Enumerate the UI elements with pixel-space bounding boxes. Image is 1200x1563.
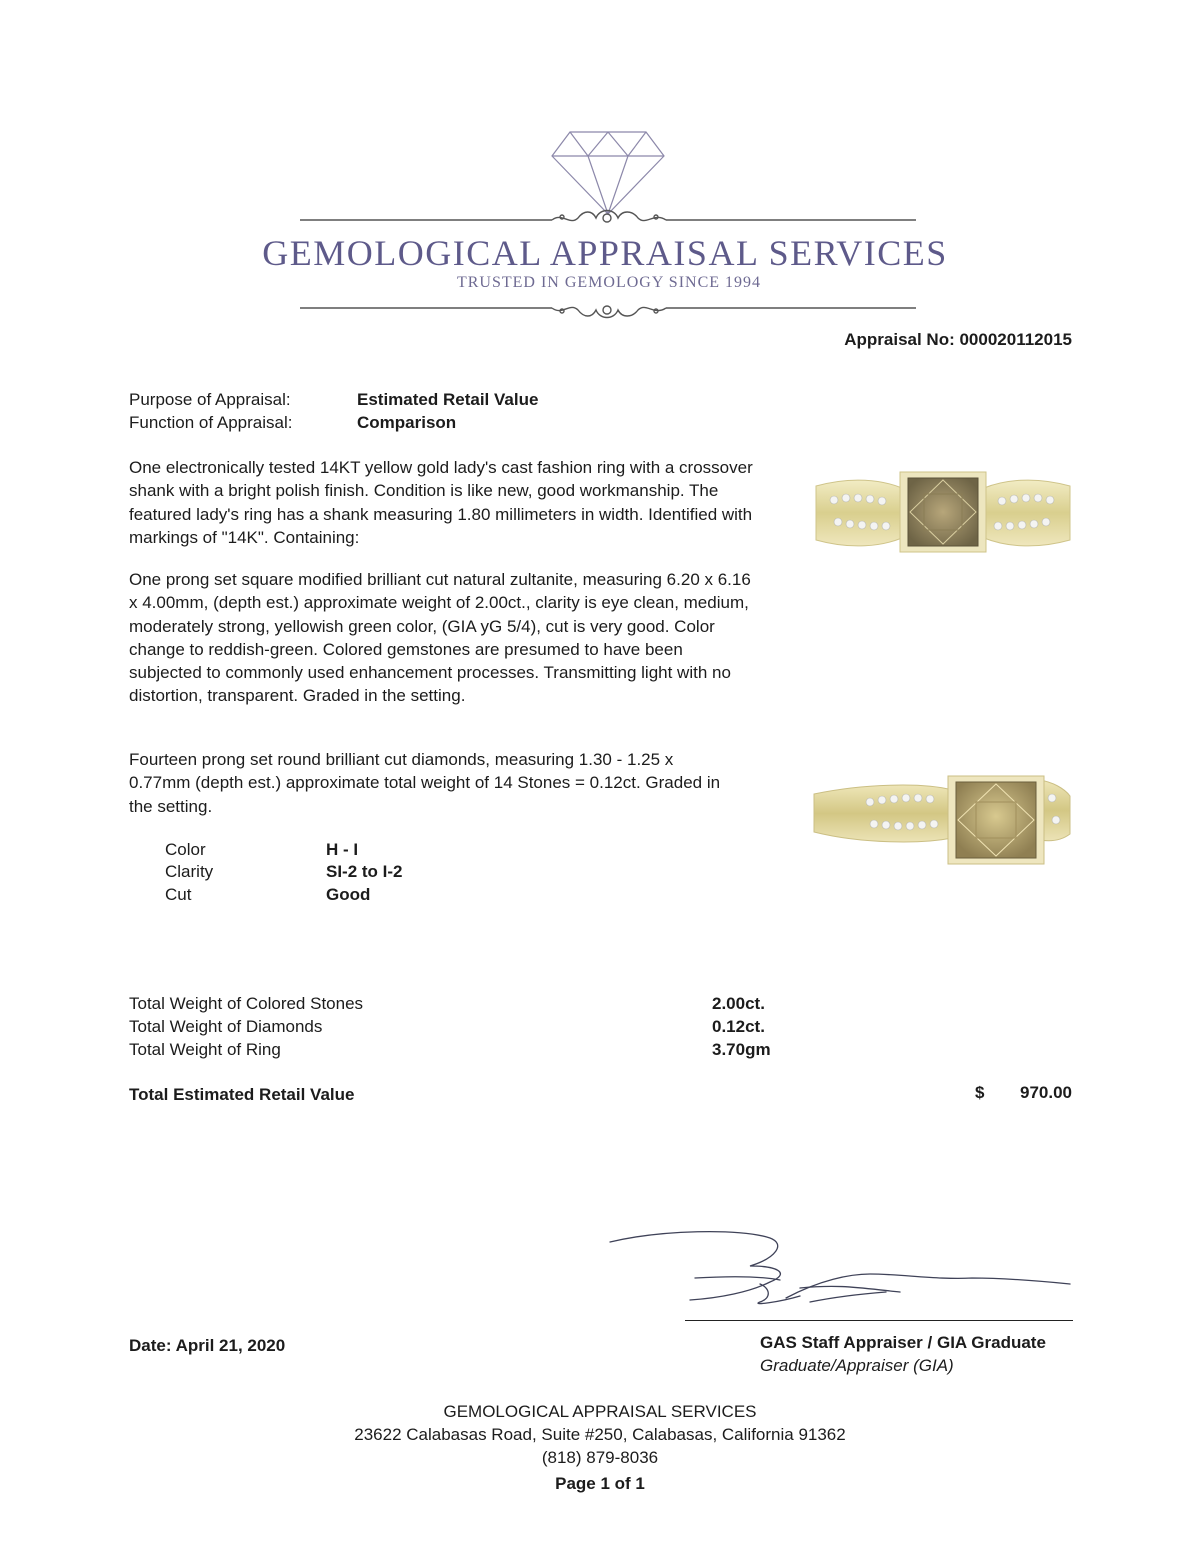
appraiser-subtitle: Graduate/Appraiser (GIA) <box>760 1356 954 1375</box>
zultanite-description: One prong set square modified brilliant cut natural zultanite, measuring 6.20 x 6.16 x 4.00mm, (depth est.) approximate weight of 2.00ct., clarity is eye clean, medium, moderately strong, yellowish green color, (GIA yG 5/4), cut is very good. Color change to reddish-green. Colored gemstones are presumed to have been subjected to commonly used enhancement processes. Transmitting light with no distortion, transparent. Graded in the setting. <box>129 570 751 706</box>
logo-flourish-bottom <box>300 298 920 324</box>
footer-phone: (818) 879-8036 <box>541 1448 659 1467</box>
footer-address: 23622 Calabasas Road, Suite #250, Calabasas, California 91362 <box>354 1425 846 1444</box>
ring-description: One electronically tested 14KT yellow gold lady's cast fashion ring with a crossover shank with a bright polish finish. Condition is like new, good workmanship. The featured lady's ring has a shank measuring 1.80 millimeters in width. Identified with markings of "14K". Containing: <box>129 458 753 547</box>
footer-company: GEMOLOGICAL APPRAISAL SERVICES <box>443 1402 757 1421</box>
total-value-colored-stones: 2.00ct. <box>712 994 765 1013</box>
appraiser-title: GAS Staff Appraiser / GIA Graduate <box>760 1333 1046 1352</box>
purpose-label: Purpose of Appraisal: <box>129 390 291 409</box>
appraisal-number: Appraisal No: 000020112015 <box>844 330 1072 349</box>
total-label-colored-stones: Total Weight of Colored Stones <box>129 994 364 1013</box>
grade-value-cut: Good <box>326 885 371 904</box>
grade-value-clarity: SI-2 to I-2 <box>326 862 403 881</box>
retail-currency: $ <box>975 1083 985 1102</box>
function-value: Comparison <box>357 413 457 432</box>
grade-value-color: H - I <box>326 840 359 859</box>
retail-value-label: Total Estimated Retail Value <box>129 1085 355 1104</box>
page-number: Page 1 of 1 <box>555 1474 645 1493</box>
purpose-value: Estimated Retail Value <box>357 390 539 409</box>
total-label-diamonds: Total Weight of Diamonds <box>129 1017 323 1036</box>
grade-label-cut: Cut <box>165 885 192 904</box>
function-label: Function of Appraisal: <box>129 413 293 432</box>
total-value-diamonds: 0.12ct. <box>712 1017 765 1036</box>
appraiser-signature <box>600 1222 1080 1322</box>
grade-label-color: Color <box>165 840 206 859</box>
grade-label-clarity: Clarity <box>165 862 214 881</box>
logo-tagline: TRUSTED IN GEMOLOGY SINCE 1994 <box>456 274 762 291</box>
logo-flourish-top <box>300 204 920 230</box>
ring-photo-top <box>812 466 1074 562</box>
diamonds-description: Fourteen prong set round brilliant cut diamonds, measuring 1.30 - 1.25 x 0.77mm (depth est.) approximate total weight of 14 Stones = 0.12ct. Graded in the setting. <box>129 750 721 816</box>
signature-line <box>685 1320 1073 1321</box>
ring-photo-side <box>812 770 1074 870</box>
company-logo <box>0 0 1200 360</box>
retail-value: 970.00 <box>1020 1083 1072 1102</box>
total-label-ring-weight: Total Weight of Ring <box>129 1040 281 1059</box>
total-value-ring-weight: 3.70gm <box>712 1040 771 1059</box>
logo-title: GEMOLOGICAL APPRAISAL SERVICES <box>262 233 948 273</box>
appraisal-date: Date: April 21, 2020 <box>129 1336 286 1355</box>
